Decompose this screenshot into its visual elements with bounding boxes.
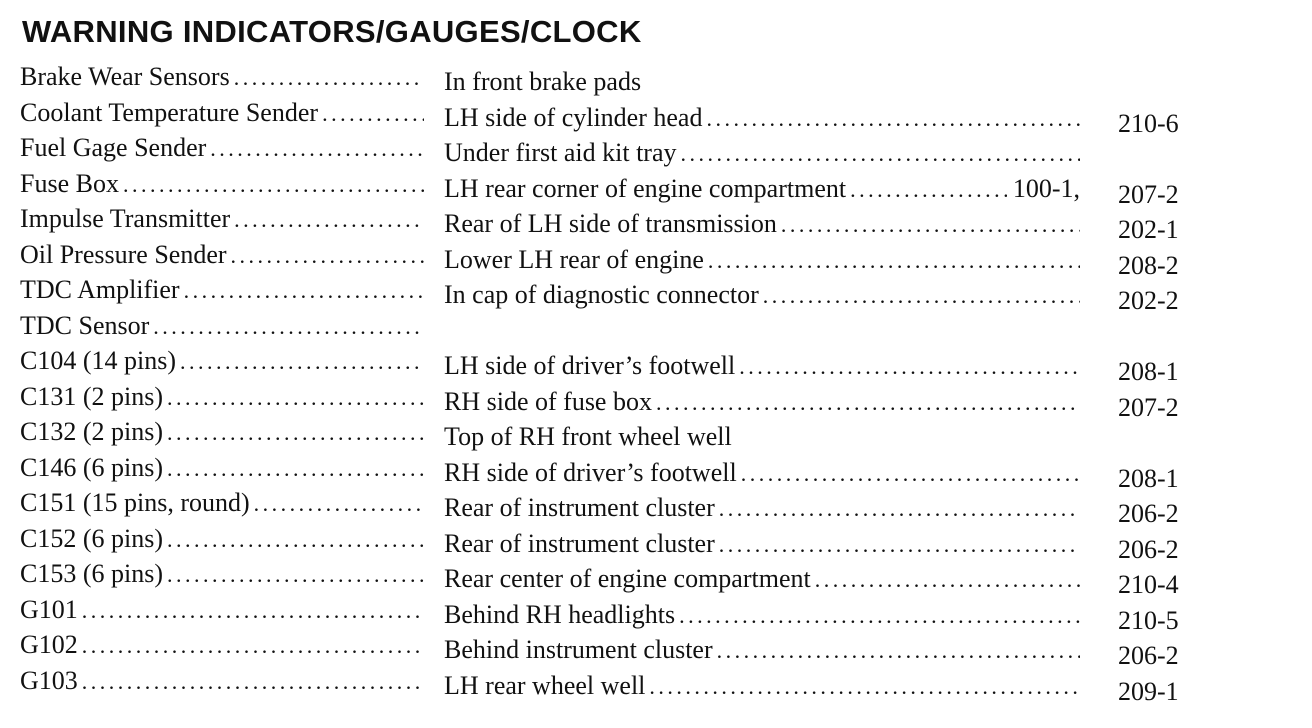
location-text: Top of RH front wheel well (444, 422, 732, 451)
leader-dots (167, 562, 424, 588)
leader-dots (681, 141, 1081, 167)
component-cell (20, 275, 424, 305)
location-text: RH side of fuse box (444, 386, 652, 416)
location-cell (444, 493, 1080, 523)
component-name: C104 (14 pins) (20, 346, 176, 375)
component-name: C151 (15 pins, round) (20, 488, 250, 517)
location-text: Rear of instrument cluster (444, 528, 715, 558)
table-row (0, 523, 1312, 564)
location-text: LH rear wheel well (444, 670, 646, 700)
table-row (0, 239, 1312, 280)
leader-dots (82, 633, 424, 659)
component-name: TDC Sensor (20, 310, 150, 340)
table-row (0, 133, 1312, 169)
page-ref: 202-1 (1118, 215, 1179, 244)
component-cell (20, 630, 424, 660)
location-ref: 100-1, (1012, 173, 1080, 203)
location-cell (444, 174, 1080, 204)
leader-dots (649, 674, 1080, 700)
component-cell (20, 169, 424, 199)
table-row (0, 311, 1312, 347)
table-row (0, 168, 1312, 209)
location-cell (444, 245, 1080, 275)
component-cell (20, 559, 424, 589)
page-ref: 206-2 (1118, 641, 1179, 670)
component-cell (20, 204, 424, 234)
table-row (0, 417, 1312, 453)
component-name: G101 (20, 594, 78, 624)
leader-dots (167, 385, 424, 411)
table-row (0, 97, 1312, 138)
leader-dots (167, 420, 424, 446)
page-ref: 206-2 (1118, 534, 1179, 564)
component-name: TDC Amplifier (20, 275, 180, 304)
leader-dots (180, 349, 424, 375)
location-text: Under first aid kit tray (444, 138, 677, 167)
location-text: LH side of driver’s footwell (444, 351, 736, 380)
page-ref: 209-1 (1118, 676, 1179, 706)
component-name: Fuse Box (20, 168, 119, 198)
table-row (0, 62, 1312, 98)
component-cell (20, 382, 424, 412)
location-cell (444, 387, 1080, 417)
leader-dots (706, 106, 1080, 132)
location-cell (444, 138, 1080, 168)
location-text: In front brake pads (444, 67, 642, 96)
component-name: Impulse Transmitter (20, 204, 231, 233)
leader-dots (167, 527, 424, 553)
page-ref: 208-1 (1118, 357, 1179, 386)
location-cell (444, 529, 1080, 559)
location-cell (444, 458, 1080, 488)
location-cell (444, 635, 1080, 665)
page-ref: 210-4 (1118, 570, 1179, 599)
page-ref: 207-2 (1118, 392, 1179, 422)
leader-dots (234, 65, 424, 91)
table-row (0, 275, 1312, 315)
leader-dots (815, 567, 1080, 593)
location-cell (444, 103, 1080, 133)
location-text: LH rear corner of engine compartment (444, 173, 847, 203)
leader-dots (708, 248, 1080, 274)
page-title: WARNING INDICATORS/GAUGES/CLOCK (22, 14, 642, 49)
component-name: Coolant Temperature Sender (20, 97, 319, 127)
component-cell (20, 133, 424, 163)
table-row (0, 488, 1312, 528)
page-ref: 210-6 (1118, 108, 1179, 138)
location-cell (444, 600, 1080, 630)
location-cell (444, 351, 1080, 381)
location-cell (444, 671, 1080, 701)
leader-dots (739, 354, 1080, 380)
leader-dots (254, 491, 424, 517)
component-cell (20, 346, 424, 376)
leader-dots (167, 456, 424, 482)
location-cell (444, 422, 1080, 452)
leader-dots (741, 461, 1080, 487)
location-text: RH side of driver’s footwell (444, 457, 737, 487)
component-location-table (0, 62, 1312, 706)
component-name: G102 (20, 630, 78, 659)
location-cell (444, 209, 1080, 239)
location-text: Rear of instrument cluster (444, 493, 715, 522)
leader-dots (234, 207, 424, 233)
component-cell (20, 98, 424, 128)
component-name: Brake Wear Sensors (20, 62, 230, 91)
location-cell (444, 67, 1080, 97)
table-row (0, 346, 1312, 386)
location-cell (444, 564, 1080, 594)
table-row (0, 665, 1312, 706)
leader-dots (153, 314, 424, 340)
component-name: Fuel Gage Sender (20, 133, 207, 162)
component-cell (20, 666, 424, 696)
leader-dots (82, 598, 424, 624)
leader-dots (656, 390, 1080, 416)
component-cell (20, 417, 424, 447)
component-cell (20, 62, 424, 92)
location-text: Behind instrument cluster (444, 635, 713, 664)
table-row (0, 594, 1312, 635)
page-ref: 207-2 (1118, 179, 1179, 209)
leader-dots (210, 136, 424, 162)
component-name: Oil Pressure Sender (20, 239, 227, 269)
leader-dots (679, 603, 1080, 629)
location-text: In cap of diagnostic connector (444, 280, 759, 309)
component-cell (20, 595, 424, 625)
location-cell (444, 280, 1080, 310)
leader-dots (781, 212, 1080, 238)
leader-dots (322, 101, 424, 127)
component-cell (20, 311, 424, 341)
page-ref: 208-1 (1118, 463, 1179, 493)
component-name: C131 (2 pins) (20, 381, 163, 411)
leader-dots (719, 532, 1080, 558)
component-name: C146 (6 pins) (20, 452, 163, 482)
leader-dots (717, 638, 1080, 664)
page-ref: 210-5 (1118, 605, 1179, 635)
table-row (0, 559, 1312, 599)
component-name: C132 (2 pins) (20, 417, 163, 446)
leader-dots (123, 172, 424, 198)
component-cell (20, 453, 424, 483)
table-row (0, 630, 1312, 670)
page-ref: 206-2 (1118, 499, 1179, 528)
component-cell (20, 240, 424, 270)
location-text: Lower LH rear of engine (444, 244, 704, 274)
table-row (0, 452, 1312, 493)
table-row (0, 204, 1312, 244)
component-cell (20, 524, 424, 554)
component-cell (20, 488, 424, 518)
leader-dots (719, 496, 1080, 522)
leader-dots (231, 243, 424, 269)
table-row (0, 381, 1312, 422)
location-text: Rear center of engine compartment (444, 564, 811, 593)
component-name: C152 (6 pins) (20, 523, 163, 553)
leader-dots (763, 283, 1080, 309)
location-text: Rear of LH side of transmission (444, 209, 777, 238)
page-ref: 202-2 (1118, 286, 1179, 315)
location-text: Behind RH headlights (444, 599, 676, 629)
leader-dots (850, 177, 1007, 203)
location-text: LH side of cylinder head (444, 102, 703, 132)
component-name: C153 (6 pins) (20, 559, 163, 588)
page-ref: 208-2 (1118, 250, 1179, 280)
leader-dots (82, 669, 424, 695)
component-name: G103 (20, 665, 78, 695)
leader-dots (184, 278, 424, 304)
